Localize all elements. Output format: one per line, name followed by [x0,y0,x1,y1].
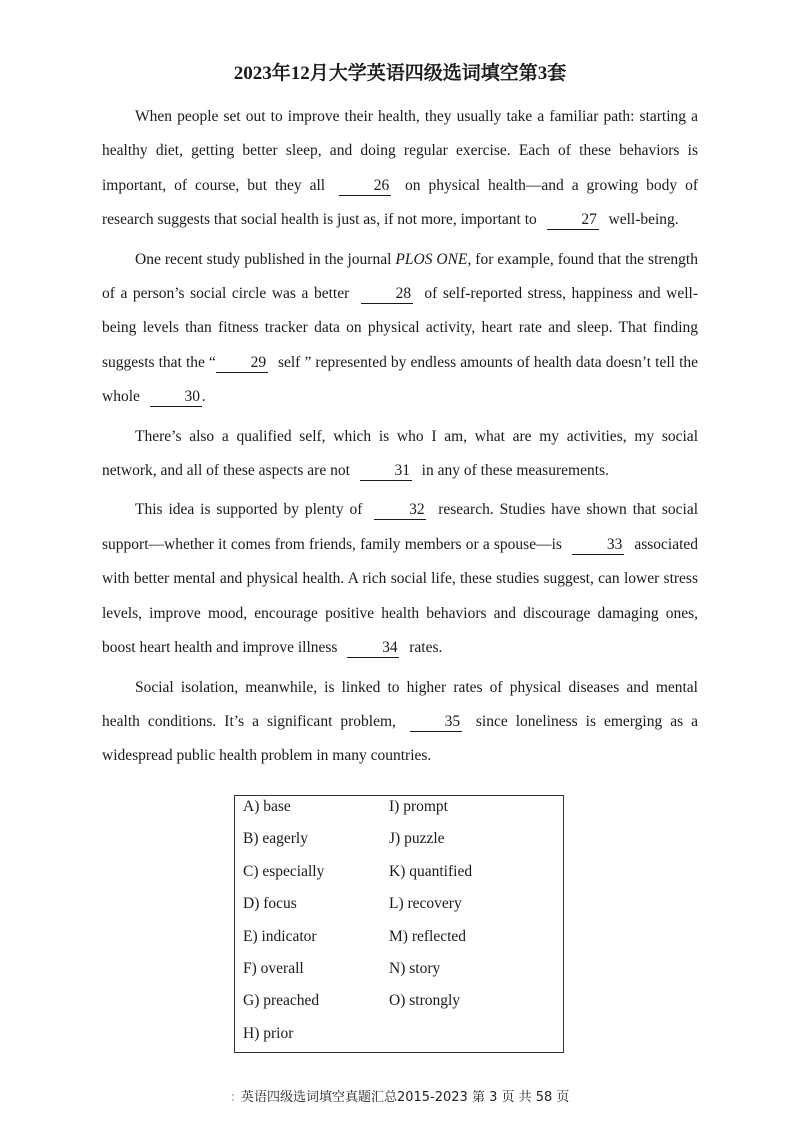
journal-name: PLOS ONE [395,250,468,268]
option-c: C) especially [243,862,325,880]
paragraph-1 [102,100,698,238]
page-footer [0,1086,800,1105]
blank-29: 29 [216,354,268,373]
option-a: A) base [243,798,291,815]
blank-27: 27 [547,211,599,230]
option-i: I) prompt [389,798,448,815]
option-l: L) recovery [389,895,462,913]
option-e: E) indicator [243,927,317,945]
passage-text: self ” represented by endless amounts of health data doesn’t tell the whole [102,353,699,406]
word-bank [234,795,564,1053]
blank-32: 32 [374,501,426,520]
passage-text: , for example, found that the strength of a person’s social circle was a better [102,250,698,303]
option-m: M) reflected [389,927,467,945]
page-title: 2023年12月大学英语四级选词填空第3套 [233,63,567,84]
footer-mark: : [230,1090,235,1105]
option-n: N) story [389,959,441,977]
blank-26: 26 [339,177,391,196]
footer-text: 英语四级选词填空真题汇总2015-2023 第 3 页 共 58 页 [240,1090,570,1105]
word-bank-right-column [389,796,472,1023]
option-b: B) eagerly [243,830,308,848]
passage-text: since loneliness is emerging as a widespread public health problem in many countries. [102,712,698,765]
passage-text: associated with better mental and physical health. A rich social life, these studies suggest, can lower stress levels, improve mood, encourage positive health behaviors and discourage damaging ones, boost heart health and improve illness [102,535,699,657]
blank-31: 31 [360,462,412,481]
blank-28: 28 [361,285,413,304]
option-k: K) quantified [389,862,473,880]
paragraph-4 [102,493,698,665]
blank-33: 33 [572,536,624,555]
option-g: G) preached [243,992,320,1010]
blank-35: 35 [410,713,462,732]
word-bank-left-column [243,796,324,1055]
passage-text: There’s also a qualified self, which is who I am, what are my activities, my social network, and all of these aspects are not [102,427,698,480]
passage-text: well-being. [608,211,679,229]
passage [102,100,698,779]
blank-30: 30 [150,388,202,407]
blank-34: 34 [347,639,399,658]
passage-text: in any of these measurements. [421,462,609,480]
passage-text: When people set out to improve their health, they usually take a familiar path: starting a healthy diet, getting better sleep, and doing regular exercise. Each of these behaviors is important, of course, but they all [102,108,698,194]
passage-text: rates. [409,639,443,657]
option-d: D) focus [243,895,297,913]
paragraph-5 [102,671,698,774]
passage-text: on physical health—and a growing body of research suggests that social health is just as, if not more, important to [102,176,699,229]
option-j: J) puzzle [389,830,445,848]
paragraph-2 [102,243,698,415]
passage-text: This idea is supported by plenty of [135,501,363,519]
passage-text: of self-reported stress, happiness and well-being levels than fitness tracker data on physical activity, heart rate and sleep. That finding suggests that the “ [102,285,699,371]
passage-text: Social isolation, meanwhile, is linked to higher rates of physical diseases and mental health conditions. It’s a significant problem, [102,678,698,730]
passage-text: . [201,388,206,406]
option-f: F) overall [243,959,304,977]
passage-text: One recent study published in the journal [135,250,392,268]
paragraph-3 [102,420,698,489]
option-h: H) prior [243,1024,294,1042]
option-o: O) strongly [389,992,461,1010]
passage-text: research. Studies have shown that social support—whether it comes from friends, family members or a spouse—is [102,501,699,553]
